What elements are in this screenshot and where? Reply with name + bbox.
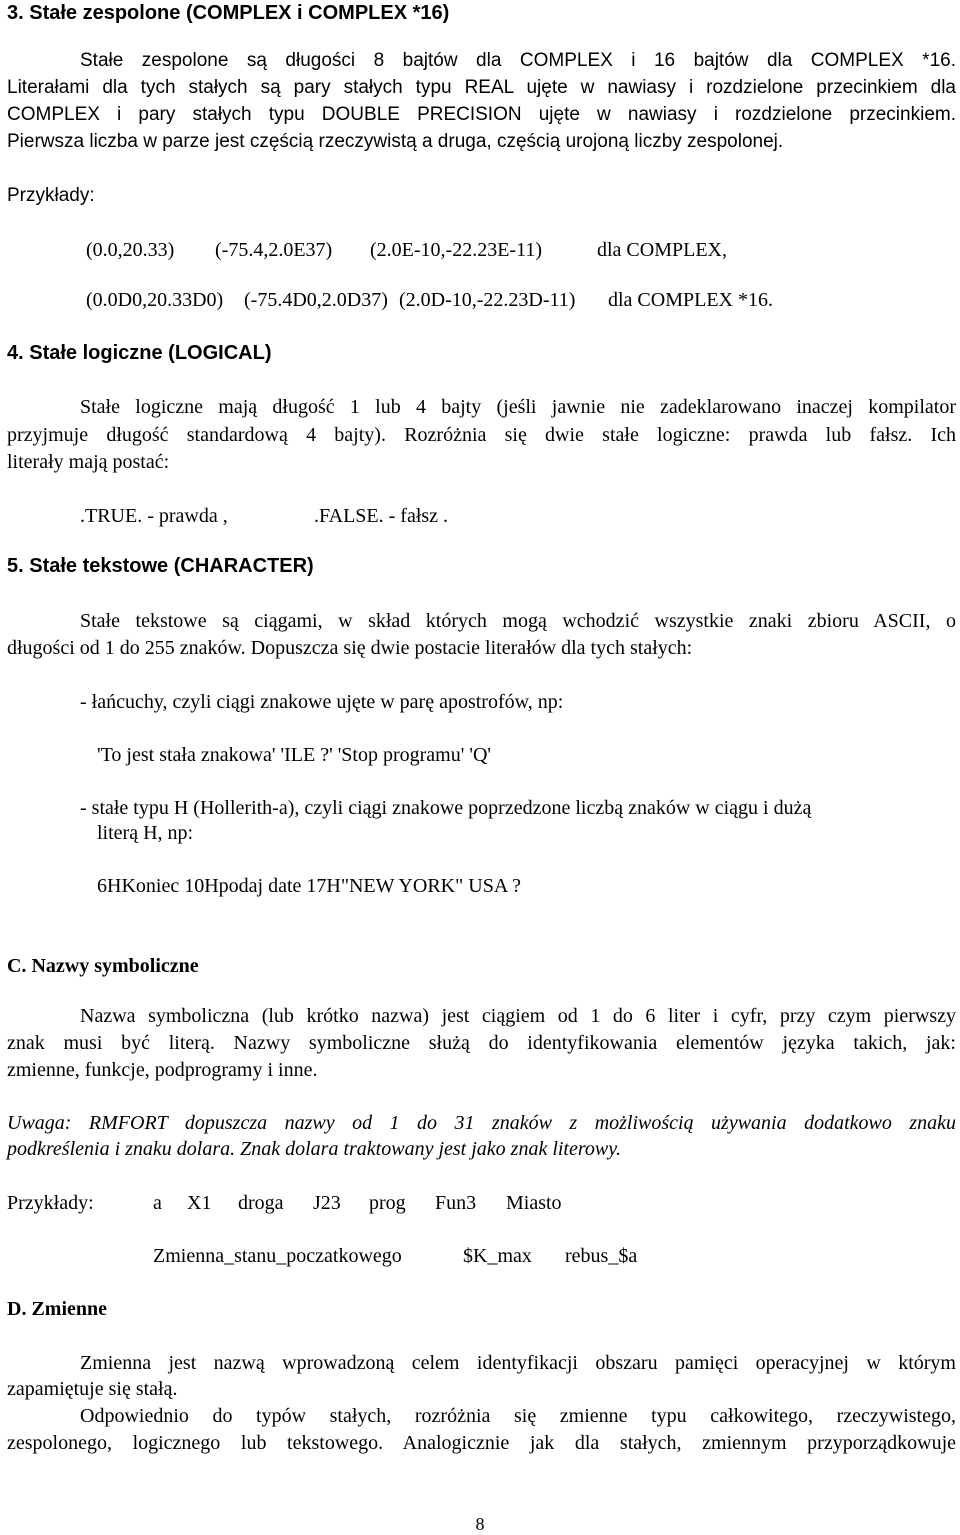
section-c-heading: C. Nazwy symboliczne [7, 955, 199, 977]
hollerith-examples: 6HKoniec 10Hpodaj date 17H"NEW YORK" USA ? [97, 875, 522, 897]
secC-line-3: zmienne, funkcje, podprogramy i inne. [7, 1059, 318, 1081]
complex-example-2: (-75.4,2.0E37) [215, 239, 333, 261]
secD-line-3: Odpowiednio do typów stałych, rozróżnia się zmienne typu całkowitego, rzeczywistego, [80, 1405, 956, 1427]
sec3-examples-label: Przykłady: [7, 185, 95, 206]
section-d-heading: D. Zmienne [7, 1298, 107, 1320]
section-4-heading: 4. Stałe logiczne (LOGICAL) [7, 342, 272, 364]
name-example-j23: J23 [313, 1192, 341, 1214]
complex16-example-1: (0.0D0,20.33D0) [86, 289, 224, 311]
sec3-line-3: COMPLEX i pary stałych typu DOUBLE PRECISION ujęte w nawiasy i rozdzielone przecinkiem. [7, 104, 956, 125]
secD-line-1: Zmienna jest nazwą wprowadzoną celem identyfikacji obszaru pamięci operacyjnej w którym [80, 1352, 956, 1374]
complex16-example-2: (-75.4D0,2.0D37) [244, 289, 388, 311]
secC-note-line-1: Uwaga: RMFORT dopuszcza nazwy od 1 do 31 znaków z możliwością używania dodatkowo znaku [7, 1112, 956, 1134]
hollerith-item-line-2: literą H, np: [97, 822, 194, 844]
complex-example-1: (0.0,20.33) [86, 239, 175, 261]
secC-examples-label: Przykłady: [7, 1192, 94, 1214]
sec4-line-1: Stałe logiczne mają długość 1 lub 4 bajty (jeśli jawnie nie zadeklarowano inaczej kompilator [80, 396, 956, 418]
sec3-line-4: Pierwsza liczba w parze jest częścią rzeczywistą a druga, częścią urojoną liczby zespolonej. [7, 131, 784, 152]
secD-line-4: zespolonego, logicznego lub tekstowego. Analogicznie jak dla stałych, zmiennym przyporządkowuje [7, 1432, 956, 1454]
sec5-line-2: długości od 1 do 255 znaków. Dopuszcza się dwie postacie literałów dla tych stałych: [7, 637, 693, 659]
string-item: - łańcuchy, czyli ciągi znakowe ujęte w parę apostrofów, np: [80, 691, 564, 713]
complex16-example-type: dla COMPLEX *16. [608, 289, 773, 311]
true-literal: .TRUE. - prawda , [80, 505, 228, 527]
page-number: 8 [475, 1514, 485, 1534]
section-5-heading: 5. Stałe tekstowe (CHARACTER) [7, 555, 314, 577]
sec3-line-2: Literałami dla tych stałych są pary stałych typu REAL ujęte w nawiasy i rozdzielone przecinkiem dla [7, 77, 956, 98]
string-examples: 'To jest stała znakowa' 'ILE ?' 'Stop programu' 'Q' [97, 744, 491, 766]
name-example-droga: droga [238, 1192, 284, 1214]
name-example-a: a [153, 1192, 162, 1214]
sec4-line-2: przyjmuje długość standardową 4 bajty). Rozróżnia się dwie stałe logiczne: prawda lub fałsz. Ich [7, 424, 956, 446]
hollerith-item-line-1: - stałe typu H (Hollerith-a), czyli ciągi znakowe poprzedzone liczbą znaków w ciągu i dużą [80, 797, 812, 819]
name-example-prog: prog [369, 1192, 406, 1214]
name-example-kmax: $K_max [463, 1245, 532, 1267]
section-3-heading: 3. Stałe zespolone (COMPLEX i COMPLEX *16) [7, 2, 450, 24]
secC-line-1: Nazwa symboliczna (lub krótko nazwa) jest ciągiem od 1 do 6 liter i cyfr, przy czym pierwszy [80, 1005, 956, 1027]
false-literal: .FALSE. - fałsz . [314, 505, 449, 527]
complex-example-3: (2.0E-10,-22.23E-11) [370, 239, 542, 261]
complex16-example-3: (2.0D-10,-22.23D-11) [399, 289, 576, 311]
secD-line-2: zapamiętuje się stałą. [7, 1378, 178, 1400]
name-example-x1: X1 [187, 1192, 212, 1214]
complex-example-type: dla COMPLEX, [597, 239, 727, 261]
sec4-line-3: literały mają postać: [7, 451, 170, 473]
name-example-miasto: Miasto [506, 1192, 562, 1214]
name-example-fun3: Fun3 [435, 1192, 477, 1214]
secC-note-line-2: podkreślenia i znaku dolara. Znak dolara traktowany jest jako znak literowy. [7, 1138, 622, 1160]
sec5-line-1: Stałe tekstowe są ciągami, w skład których mogą wchodzić wszystkie znaki zbioru ASCII, o [80, 610, 956, 632]
name-example-rebus: rebus_$a [565, 1245, 638, 1267]
sec3-line-1: Stałe zespolone są długości 8 bajtów dla COMPLEX i 16 bajtów dla COMPLEX *16. [80, 50, 956, 71]
name-example-long: Zmienna_stanu_poczatkowego [153, 1245, 402, 1267]
secC-line-2: znak musi być literą. Nazwy symboliczne służą do identyfikowania elementów języka takich, jak: [7, 1032, 956, 1054]
